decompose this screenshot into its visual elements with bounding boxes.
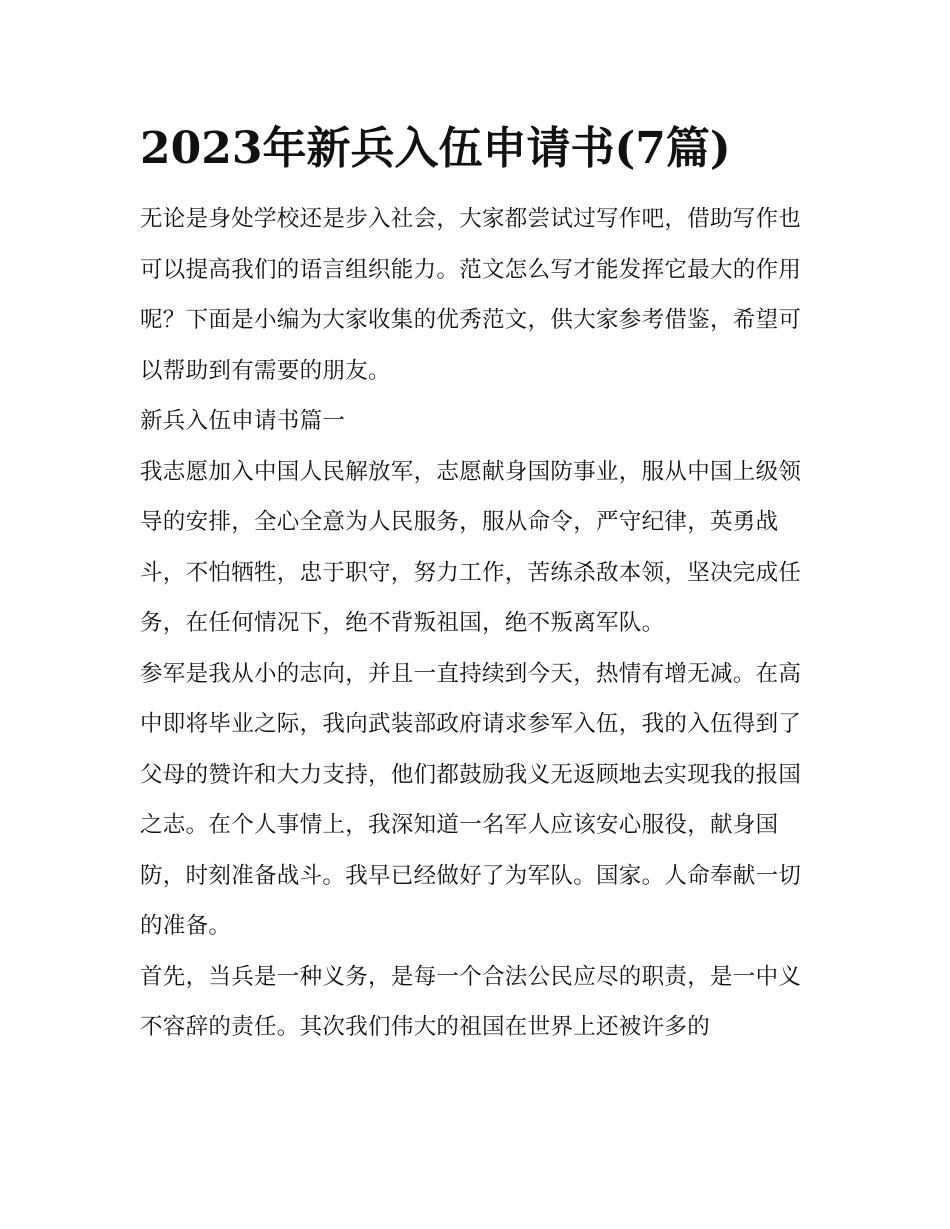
intro-paragraph: 无论是身处学校还是步入社会，大家都尝试过写作吧，借助写作也可以提高我们的语言组织能力。范文怎么写才能发挥它最大的作用呢？下面是小编为大家收集的优秀范文，供大家参考借鉴，希望可以帮助到有需要的朋友。 [140, 206, 802, 384]
section-heading: 新兵入伍申请书篇一 [140, 408, 346, 434]
title-spacer [140, 180, 812, 194]
body-paragraph: 首先，当兵是一种义务，是每一个合法公民应尽的职责，是一中义不容辞的责任。其次我们伟大的祖国在世界上还被许多的 [140, 963, 802, 1040]
document-title: 2023年新兵入伍申请书(7篇) [140, 123, 731, 174]
document-body [140, 118, 812, 1053]
body-paragraph: 参军是我从小的志向，并且一直持续到今天，热情有增无减。在高中即将毕业之际，我向武装部政府请求参军入伍，我的入伍得到了父母的赞许和大力支持，他们都鼓励我义无返顾地去实现我的报国之志。在个人事情上，我深知道一名军人应该安心服役，献身国防，时刻准备战斗。我早已经做好了为军队。国家。人命奉献一切的准备。 [140, 660, 802, 939]
body-paragraph: 我志愿加入中国人民解放军，志愿献身国防事业，服从中国上级领导的安排，全心全意为人民服务，服从命令，严守纪律，英勇战斗，不怕牺牲，忠于职守，努力工作，苦练杀敌本领，坚决完成任务，在任何情况下，绝不背叛祖国，绝不叛离军队。 [140, 458, 802, 636]
